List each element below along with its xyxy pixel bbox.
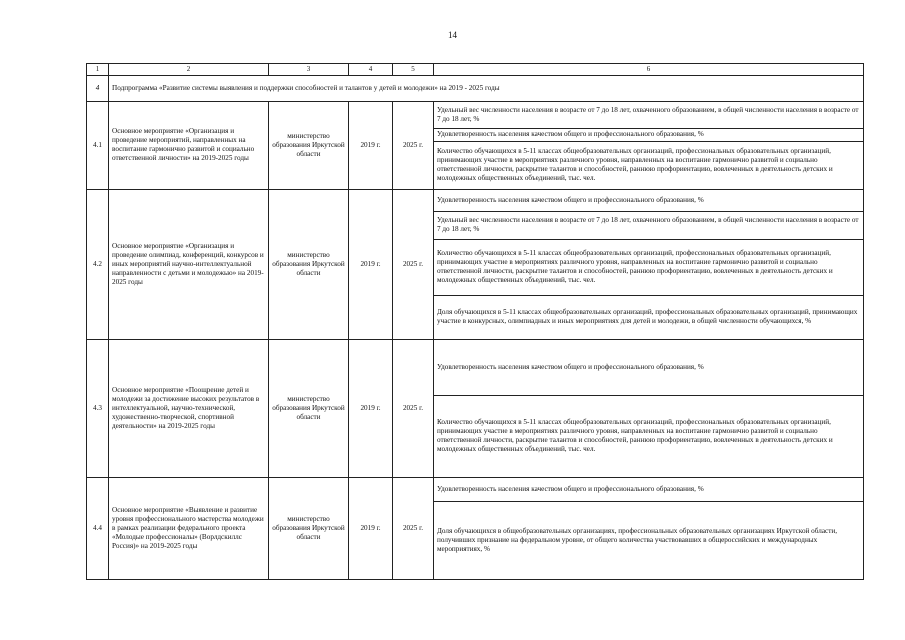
header-cell: 6 xyxy=(434,64,864,76)
table-row xyxy=(87,101,864,128)
end-year: 2025 г. xyxy=(393,189,434,339)
end-year: 2025 г. xyxy=(393,339,434,477)
table-row xyxy=(87,477,864,501)
indicator: Удовлетворенность населения качеством общего и профессионального образования, % xyxy=(434,339,864,395)
activity-name: Основное мероприятие «Организация и проведение олимпиад, конференций, конкурсов и иных мероприятий научно-интеллектуальной направленности с детьми и молодежью» на 2019-2025 годы xyxy=(109,189,269,339)
header-cell: 2 xyxy=(109,64,269,76)
indicator: Удовлетворенность населения качеством общего и профессионального образования, % xyxy=(434,477,864,501)
indicator: Удовлетворенность населения качеством общего и профессионального образования, % xyxy=(434,189,864,211)
end-year: 2025 г. xyxy=(393,477,434,579)
row-number: 4.3 xyxy=(87,339,109,477)
header-cell: 1 xyxy=(87,64,109,76)
row-number: 4.4 xyxy=(87,477,109,579)
header-cell: 5 xyxy=(393,64,434,76)
subprogram-row xyxy=(87,75,864,101)
start-year: 2019 г. xyxy=(349,101,393,189)
header-row xyxy=(87,64,864,76)
subprogram-title: Подпрограмма «Развитие системы выявления и поддержки способностей и талантов у детей и молодежи» на 2019 - 2025 годы xyxy=(109,75,864,101)
table-row xyxy=(87,339,864,395)
indicator: Доля обучающихся в 5-11 классах общеобразовательных организаций, профессиональных образовательных организаций, принимающих участие в конкурсных, олимпиадных и иных мероприятиях для детей и молодежи, в общей численности обучающихся, % xyxy=(434,295,864,339)
start-year: 2019 г. xyxy=(349,477,393,579)
row-number: 4.2 xyxy=(87,189,109,339)
indicator: Удельный вес численности населения в возрасте от 7 до 18 лет, охваченного образованием, в общей численности населения в возрасте от 7 до 18 лет, % xyxy=(434,211,864,239)
executor: министерство образования Иркутской области xyxy=(269,189,349,339)
indicator: Доля обучающихся в общеобразовательных организациях, профессиональных образовательных организациях Иркутской области, получивших признание на федеральном уровне, от общего количества участвовавших в общероссийских и международных мероприятиях, % xyxy=(434,501,864,579)
start-year: 2019 г. xyxy=(349,189,393,339)
activity-name: Основное мероприятие «Поощрение детей и молодежи за достижение высоких результатов в интеллектуальной, научно-технической, художественно-творческой, спортивной деятельности» на 2019-2025 годы xyxy=(109,339,269,477)
executor: министерство образования Иркутской области xyxy=(269,339,349,477)
executor: министерство образования Иркутской области xyxy=(269,477,349,579)
program-table xyxy=(86,63,864,580)
indicator: Количество обучающихся в 5-11 классах общеобразовательных организаций, профессиональных образовательных организаций, принимающих участие в мероприятиях различного уровня, направленных на воспитание гармонично развитой и социально ответственной личности, раскрытие талантов и способностей, раннюю профориентацию, вовлеченных в деятельность детских и молодежных общественных объединений, тыс. чел. xyxy=(434,239,864,295)
subprogram-number: 4 xyxy=(87,75,109,101)
start-year: 2019 г. xyxy=(349,339,393,477)
row-number: 4.1 xyxy=(87,101,109,189)
executor: министерство образования Иркутской области xyxy=(269,101,349,189)
indicator: Удовлетворенность населения качеством общего и профессионального образования, % xyxy=(434,128,864,141)
indicator: Удельный вес численности населения в возрасте от 7 до 18 лет, охваченного образованием, в общей численности населения в возрасте от 7 до 18 лет, % xyxy=(434,101,864,128)
table-row xyxy=(87,189,864,211)
page-number: 14 xyxy=(448,30,457,40)
indicator: Количество обучающихся в 5-11 классах общеобразовательных организаций, профессиональных образовательных организаций, принимающих участие в мероприятиях различного уровня, направленных на воспитание гармонично развитой и социально ответственной личности, раскрытие талантов и способностей, раннюю профориентацию, вовлеченных в деятельность детских и молодежных общественных объединений, тыс. чел. xyxy=(434,141,864,189)
indicator: Количество обучающихся в 5-11 классах общеобразовательных организаций, профессиональных образовательных организаций, принимающих участие в мероприятиях различного уровня, направленных на воспитание гармонично развитой и социально ответственной личности, раскрытие талантов и способностей, раннюю профориентацию, вовлеченных в деятельность детских и молодежных общественных объединений, тыс. чел. xyxy=(434,395,864,477)
activity-name: Основное мероприятие «Организация и проведение мероприятий, направленных на воспитание гармонично развитой и социально ответственной личности» на 2019-2025 годы xyxy=(109,101,269,189)
activity-name: Основное мероприятие «Выявление и развитие уровня профессионального мастерства молодежи в рамках реализации федерального проекта «Молодые профессионалы» (Ворлдскиллс Россия)» на 2019-2025 годы xyxy=(109,477,269,579)
end-year: 2025 г. xyxy=(393,101,434,189)
header-cell: 3 xyxy=(269,64,349,76)
header-cell: 4 xyxy=(349,64,393,76)
